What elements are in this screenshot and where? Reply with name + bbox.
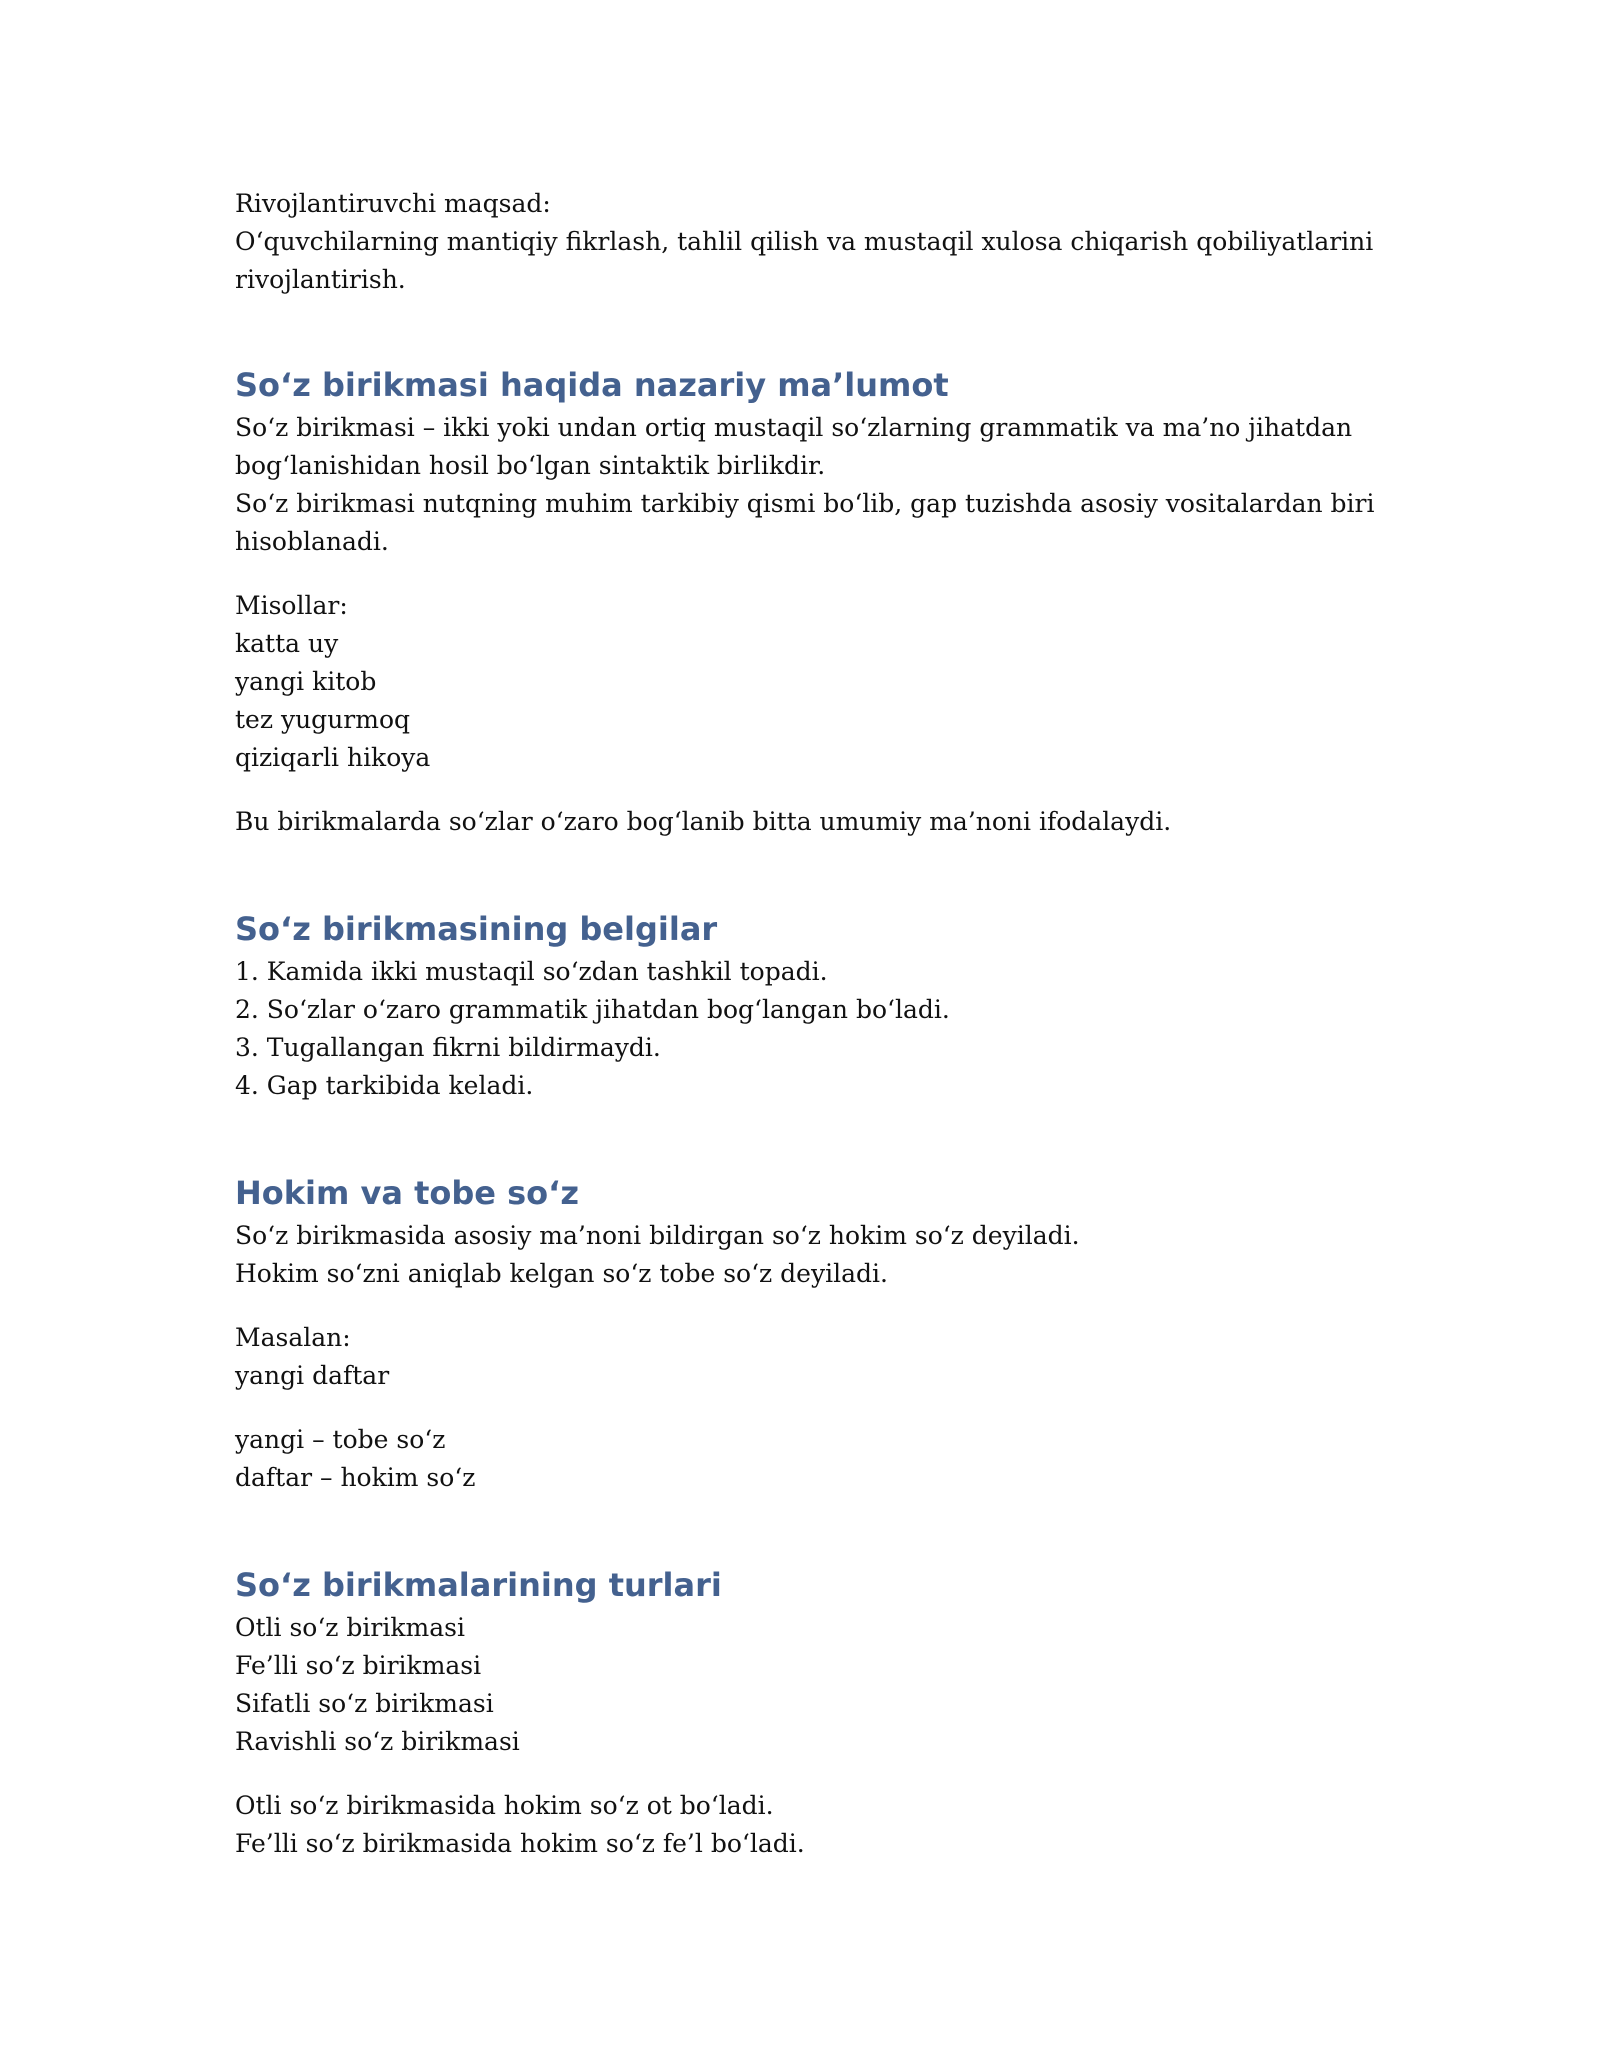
section-paragraph bbox=[235, 1421, 1365, 1497]
section-heading-types: So‘z birikmalarining turlari bbox=[235, 1566, 722, 1604]
text-line: So‘z birikmasi – ikki yoki undan ortiq mustaqil so‘zlarning grammatik va ma’no jihatdan bbox=[235, 413, 1353, 442]
list-item: Ravishli so‘z birikmasi bbox=[235, 1727, 520, 1756]
intro-label: Rivojlantiruvchi maqsad: bbox=[235, 189, 551, 218]
example-item: yangi kitob bbox=[235, 667, 377, 696]
list-item: 2. So‘zlar o‘zaro grammatik jihatdan bog‘langan bo‘ladi. bbox=[235, 995, 950, 1024]
document-body bbox=[235, 185, 1375, 1889]
section-paragraph bbox=[235, 1217, 1365, 1293]
section-heading-head-dependent: Hokim va tobe so‘z bbox=[235, 1174, 579, 1212]
text-line: Otli so‘z birikmasida hokim so‘z ot bo‘ladi. bbox=[235, 1791, 774, 1820]
text-line: daftar – hokim so‘z bbox=[235, 1463, 476, 1492]
example-item: katta uy bbox=[235, 629, 339, 658]
list-item: 1. Kamida ikki mustaqil so‘zdan tashkil topadi. bbox=[235, 957, 828, 986]
intro-text-line: O‘quvchilarning mantiqiy fikrlash, tahlil qilish va mustaqil xulosa chiqarish qobiliyatlarini bbox=[235, 227, 1374, 256]
list-item: 4. Gap tarkibida keladi. bbox=[235, 1071, 534, 1100]
examples-label: Misollar: bbox=[235, 591, 348, 620]
text-line: So‘z birikmasida asosiy ma’noni bildirgan so‘z hokim so‘z deyiladi. bbox=[235, 1221, 1080, 1250]
list-item: Fe’lli so‘z birikmasi bbox=[235, 1651, 482, 1680]
list-item: 3. Tugallangan fikrni bildirmaydi. bbox=[235, 1033, 661, 1062]
examples-list bbox=[235, 587, 1365, 777]
section-heading-theory: So‘z birikmasi haqida nazariy ma’lumot bbox=[235, 366, 949, 404]
section-paragraph bbox=[235, 409, 1375, 561]
list-item: Otli so‘z birikmasi bbox=[235, 1613, 465, 1642]
intro-text-line: rivojlantirish. bbox=[235, 265, 406, 294]
text-line: hisoblanadi. bbox=[235, 527, 389, 556]
section-heading-features: So‘z birikmasining belgilar bbox=[235, 910, 718, 948]
list-item: Sifatli so‘z birikmasi bbox=[235, 1689, 494, 1718]
section-paragraph bbox=[235, 803, 1365, 841]
section-paragraph bbox=[235, 1787, 1365, 1863]
example-item: tez yugurmoq bbox=[235, 705, 410, 734]
section-paragraph bbox=[235, 1319, 1365, 1395]
example-item: yangi daftar bbox=[235, 1361, 390, 1390]
features-list bbox=[235, 953, 1365, 1105]
intro-paragraph bbox=[235, 185, 1374, 299]
text-line: yangi – tobe so‘z bbox=[235, 1425, 446, 1454]
types-list bbox=[235, 1609, 1365, 1761]
text-line: Hokim so‘zni aniqlab kelgan so‘z tobe so‘z deyiladi. bbox=[235, 1259, 888, 1288]
text-line: Fe’lli so‘z birikmasida hokim so‘z fe’l bo‘ladi. bbox=[235, 1829, 805, 1858]
text-line: bog‘lanishidan hosil bo‘lgan sintaktik birlikdir. bbox=[235, 451, 826, 480]
example-label: Masalan: bbox=[235, 1323, 351, 1352]
example-item: qiziqarli hikoya bbox=[235, 743, 431, 772]
text-line: Bu birikmalarda so‘zlar o‘zaro bog‘lanib bitta umumiy ma’noni ifodalaydi. bbox=[235, 807, 1172, 836]
text-line: So‘z birikmasi nutqning muhim tarkibiy qismi bo‘lib, gap tuzishda asosiy vositalardan biri bbox=[235, 489, 1375, 518]
